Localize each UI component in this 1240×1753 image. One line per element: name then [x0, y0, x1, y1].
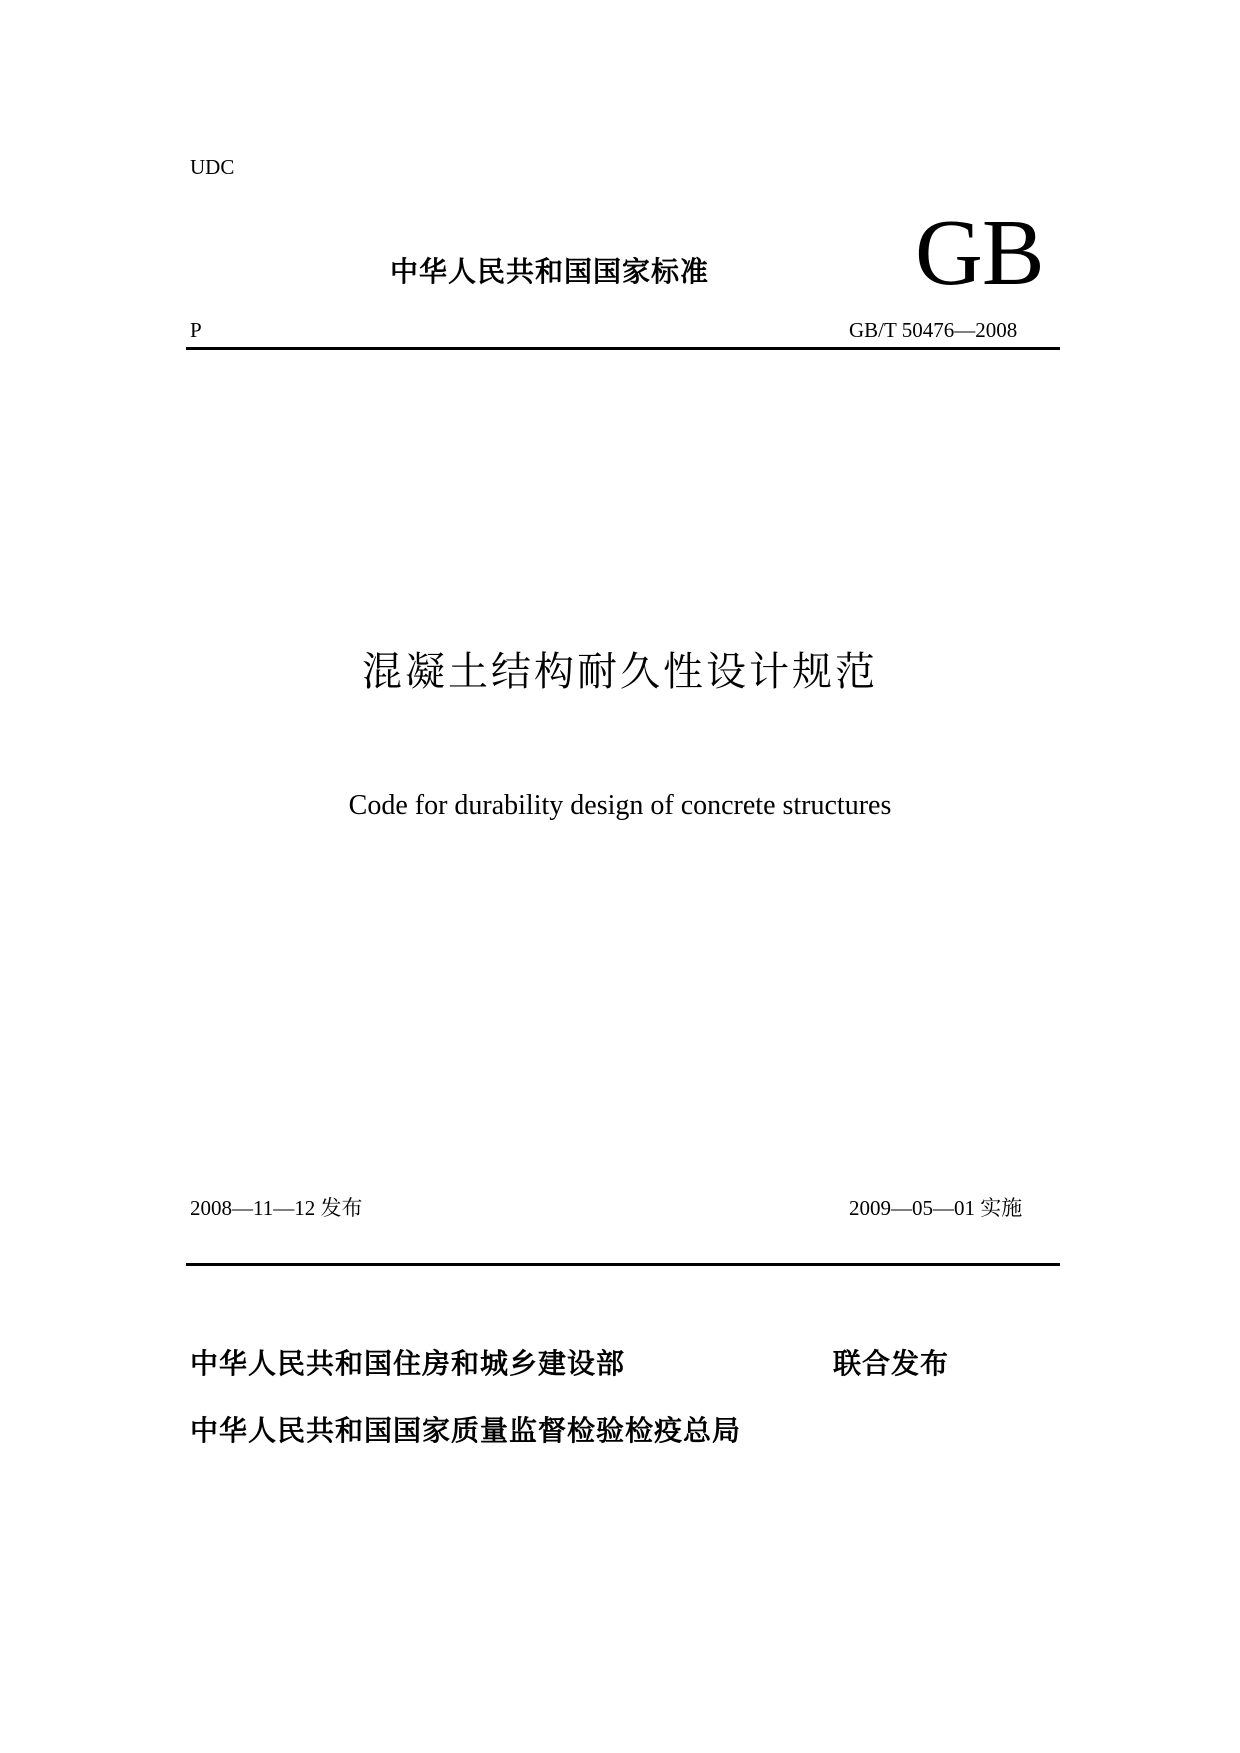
national-standard-title: 中华人民共和国国家标准 [390, 255, 710, 288]
document-title-chinese: 混凝土结构耐久性设计规范 [362, 649, 878, 695]
document-title-english: Code for durability design of concrete structures [348, 790, 892, 821]
issuer-ministry-housing: 中华人民共和国住房和城乡建设部 [190, 1347, 626, 1380]
category-code: P [190, 318, 202, 342]
gb-logo: GB [915, 201, 1044, 305]
standard-number: GB/T 50476—2008 [849, 318, 1018, 342]
top-divider [186, 347, 1060, 350]
publish-date: 2008—11—12 发布 [190, 1196, 363, 1220]
issuer-quality-supervision: 中华人民共和国国家质量监督检验检疫总局 [190, 1414, 742, 1447]
bottom-divider [186, 1263, 1060, 1266]
udc-label: UDC [190, 155, 235, 179]
joint-issue-label: 联合发布 [833, 1347, 950, 1380]
effective-date: 2009—05—01 实施 [849, 1196, 1023, 1220]
